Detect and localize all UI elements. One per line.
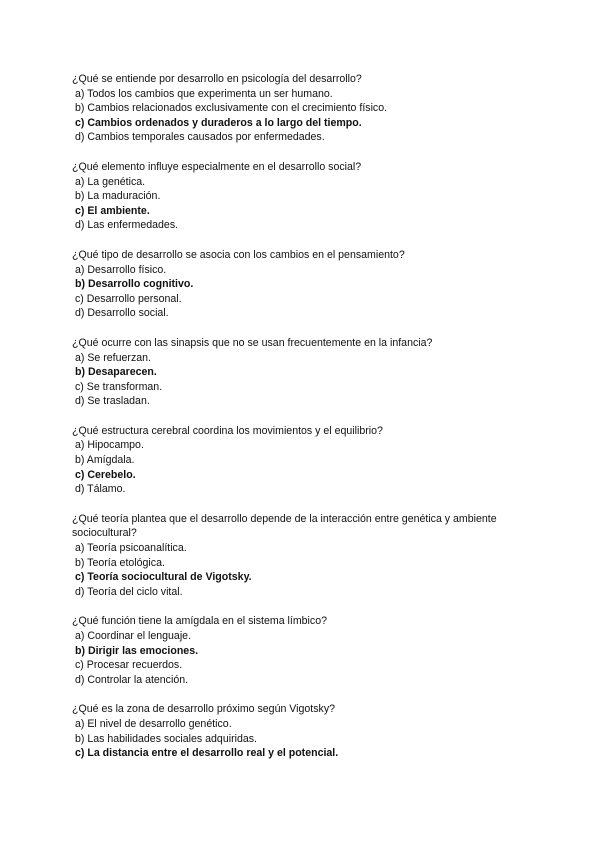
answer-option: a) Hipocampo.: [75, 439, 144, 452]
correct-answer-option: c) El ambiente.: [75, 204, 150, 217]
answer-option: b) Teoría etológica.: [75, 556, 165, 569]
correct-answer-option: c) Cambios ordenados y duraderos a lo largo del tiempo.: [75, 116, 362, 129]
question-text: ¿Qué tipo de desarrollo se asocia con los cambios en el pensamiento?: [72, 248, 405, 261]
question-block: [72, 424, 532, 497]
question-text: ¿Qué teoría plantea que el desarrollo depende de la interacción entre genética y ambiente sociocultural?: [72, 512, 497, 540]
question-text: ¿Qué ocurre con las sinapsis que no se usan frecuentemente en la infancia?: [72, 336, 433, 349]
answer-option: c) Se transforman.: [75, 380, 163, 393]
correct-answer-option: b) Dirigir las emociones.: [75, 644, 199, 657]
question-block: [72, 72, 532, 145]
answer-option: d) Se trasladan.: [75, 395, 150, 408]
question-block: [72, 614, 532, 687]
answer-option: a) Coordinar el lenguaje.: [75, 630, 192, 642]
correct-answer-option: b) Desarrollo cognitivo.: [75, 278, 194, 291]
correct-answer-option: c) Cerebelo.: [75, 468, 136, 481]
answer-option: d) Tálamo.: [75, 483, 126, 496]
answer-option: d) Desarrollo social.: [75, 307, 169, 320]
answer-option: d) Controlar la atención.: [75, 673, 189, 686]
question-text: ¿Qué es la zona de desarrollo próximo según Vigotsky?: [72, 703, 336, 716]
answer-option: b) Las habilidades sociales adquiridas.: [75, 732, 257, 745]
question-text: ¿Qué estructura cerebral coordina los movimientos y el equilibrio?: [72, 424, 383, 437]
question-block: [72, 512, 532, 600]
answer-option: c) Procesar recuerdos.: [75, 659, 183, 672]
correct-answer-option: c) La distancia entre el desarrollo real y el potencial.: [75, 747, 339, 760]
answer-option: a) El nivel de desarrollo genético.: [75, 717, 232, 730]
correct-answer-option: b) Desaparecen.: [75, 366, 157, 379]
question-block: [72, 248, 532, 321]
quiz-list: [72, 72, 532, 776]
answer-option: a) Teoría psicoanalítica.: [75, 542, 187, 555]
answer-option: c) Desarrollo personal.: [75, 292, 182, 305]
answer-option: d) Cambios temporales causados por enfermedades.: [75, 131, 325, 144]
answer-option: a) Se refuerzan.: [75, 351, 151, 364]
question-text: ¿Qué se entiende por desarrollo en psicología del desarrollo?: [72, 73, 362, 85]
answer-option: d) Teoría del ciclo vital.: [75, 585, 183, 598]
answer-option: b) La maduración.: [75, 190, 161, 203]
answer-option: b) Amígdala.: [75, 454, 135, 467]
question-block: [72, 160, 532, 233]
answer-option: a) Todos los cambios que experimenta un ser humano.: [75, 87, 333, 100]
question-block: [72, 702, 532, 760]
answer-option: a) La genética.: [75, 175, 146, 188]
answer-option: b) Cambios relacionados exclusivamente con el crecimiento físico.: [75, 102, 388, 115]
correct-answer-option: c) Teoría sociocultural de Vigotsky.: [75, 571, 252, 584]
question-text: ¿Qué función tiene la amígdala en el sistema límbico?: [72, 615, 327, 628]
question-block: [72, 336, 532, 409]
answer-option: d) Las enfermedades.: [75, 219, 179, 232]
answer-option: a) Desarrollo físico.: [75, 263, 167, 276]
question-text: ¿Qué elemento influye especialmente en el desarrollo social?: [72, 160, 362, 173]
